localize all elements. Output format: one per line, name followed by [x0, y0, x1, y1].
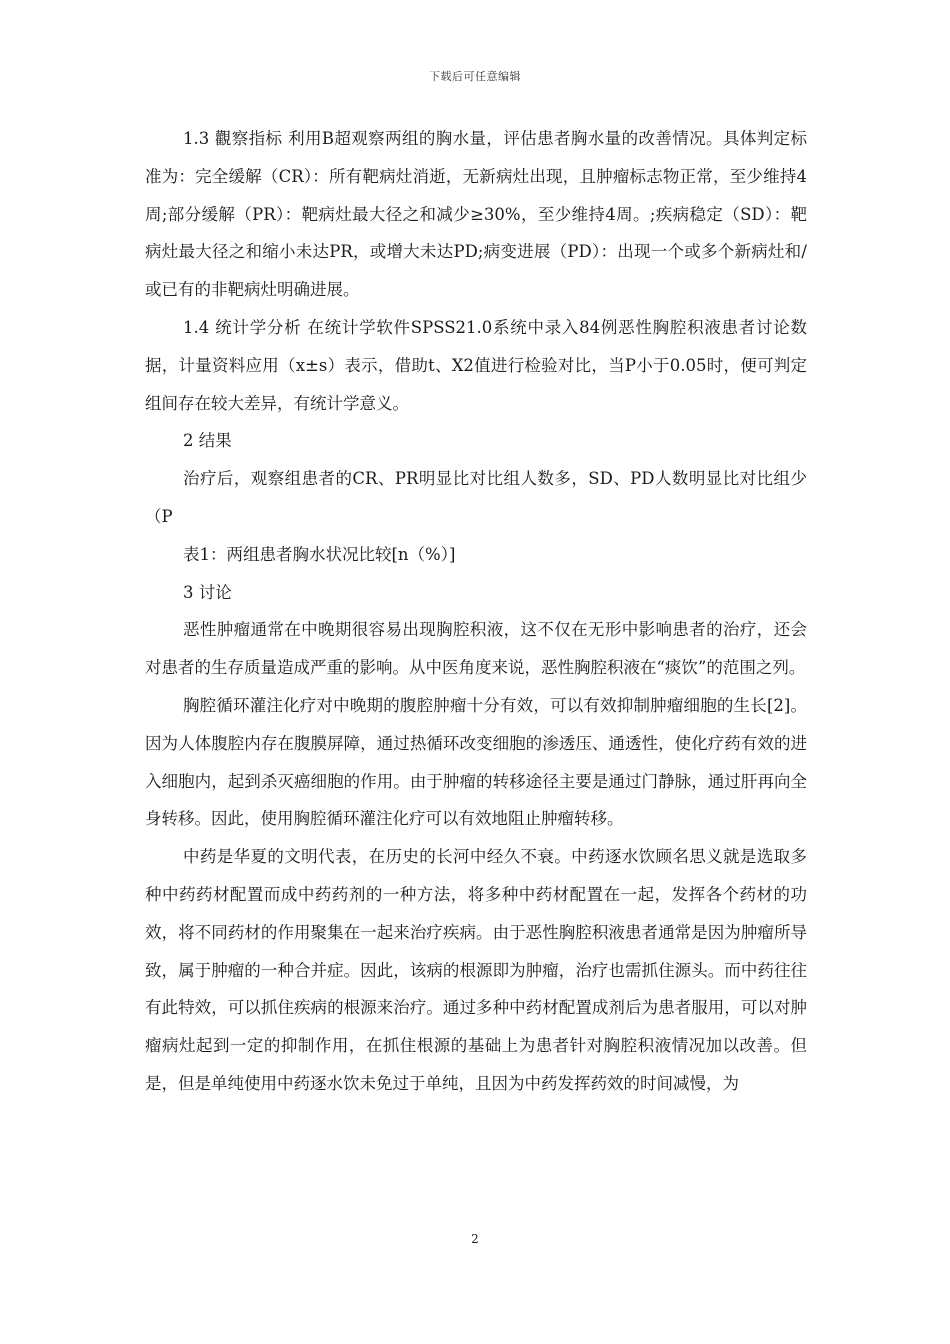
section-heading-results: 2 结果: [183, 431, 232, 451]
paragraph-discussion-2: 胸腔循环灌注化疗对中晚期的腹腔肿瘤十分有效，可以有效抑制肿瘤细胞的生长[2]。因为人体腹腔内存在腹膜屏障，通过热循环改变细胞的渗透压、通透性，使化疗药有效的进入细胞内，起到杀灭癌细胞的作用。由于肿瘤的转移途径主要是通过门静脉，通过肝再向全身转移。因此，使用胸腔循环灌注化疗可以有效地阻止肿瘤转移。: [145, 695, 807, 829]
paragraph-statistical-analysis: 1.4 统计学分析 在统计学软件SPSS21.0系统中录入84例恶性胸腔积液患者讨论数据，计量资料应用（x±s）表示，借助t、X2值进行检验对比，当P小于0.05时，便可判定组间存在较大差异，有统计学意义。: [145, 317, 807, 413]
paragraph-discussion-1: 恶性肿瘤通常在中晚期很容易出现胸腔积液，这不仅在无形中影响患者的治疗，还会对患者的生存质量造成严重的影响。从中医角度来说，恶性胸腔积液在“痰饮”的范围之列。: [145, 620, 807, 678]
paragraph-results: 治疗后，观察组患者的CR、PR明显比对比组人数多，SD、PD人数明显比对比组少（P: [145, 469, 807, 526]
paragraph-discussion-3: 中药是华夏的文明代表，在历史的长河中经久不衰。中药逐水饮顾名思义就是选取多种中药药材配置而成中药药剂的一种方法，将多种中药材配置在一起，发挥各个药材的功效，将不同药材的作用聚集在一起来治疗疾病。由于恶性胸腔积液患者通常是因为肿瘤所导致，属于肿瘤的一种合并症。因此，该病的根源即为肿瘤，治疗也需抓住源头。而中药往往有此特效，可以抓住疾病的根源来治疗。通过多种中药材配置成剂后为患者服用，可以对肿瘤病灶起到一定的抑制作用，在抓住根源的基础上为患者针对胸腔积液情况加以改善。但是，但是单纯使用中药逐水饮未免过于单纯，且因为中药发挥药效的时间减慢，为: [145, 847, 807, 1093]
table-caption: 表1：两组患者胸水状况比较[n（%）]: [183, 544, 456, 564]
page-number: 2: [471, 1232, 479, 1246]
page-header: 下载后可任意编辑: [429, 70, 521, 83]
paragraph-observation-index: 1.3 觀察指标 利用B超观察两组的胸水量，评估患者胸水量的改善情况。具体判定标准为：完全缓解（CR）：所有靶病灶消逝，无新病灶出现，且肿瘤标志物正常，至少维持4周;部分缓解（PR）：靶病灶最大径之和减少≥30%，至少维持4周。;疾病稳定（SD）：靶病灶最大径之和缩小未达PR，或增大未达PD;病变进展（PD）：出现一个或多个新病灶和/或已有的非靶病灶明确进展。: [145, 129, 807, 300]
section-heading-discussion: 3 讨论: [183, 582, 232, 602]
document-body: [145, 120, 807, 1103]
